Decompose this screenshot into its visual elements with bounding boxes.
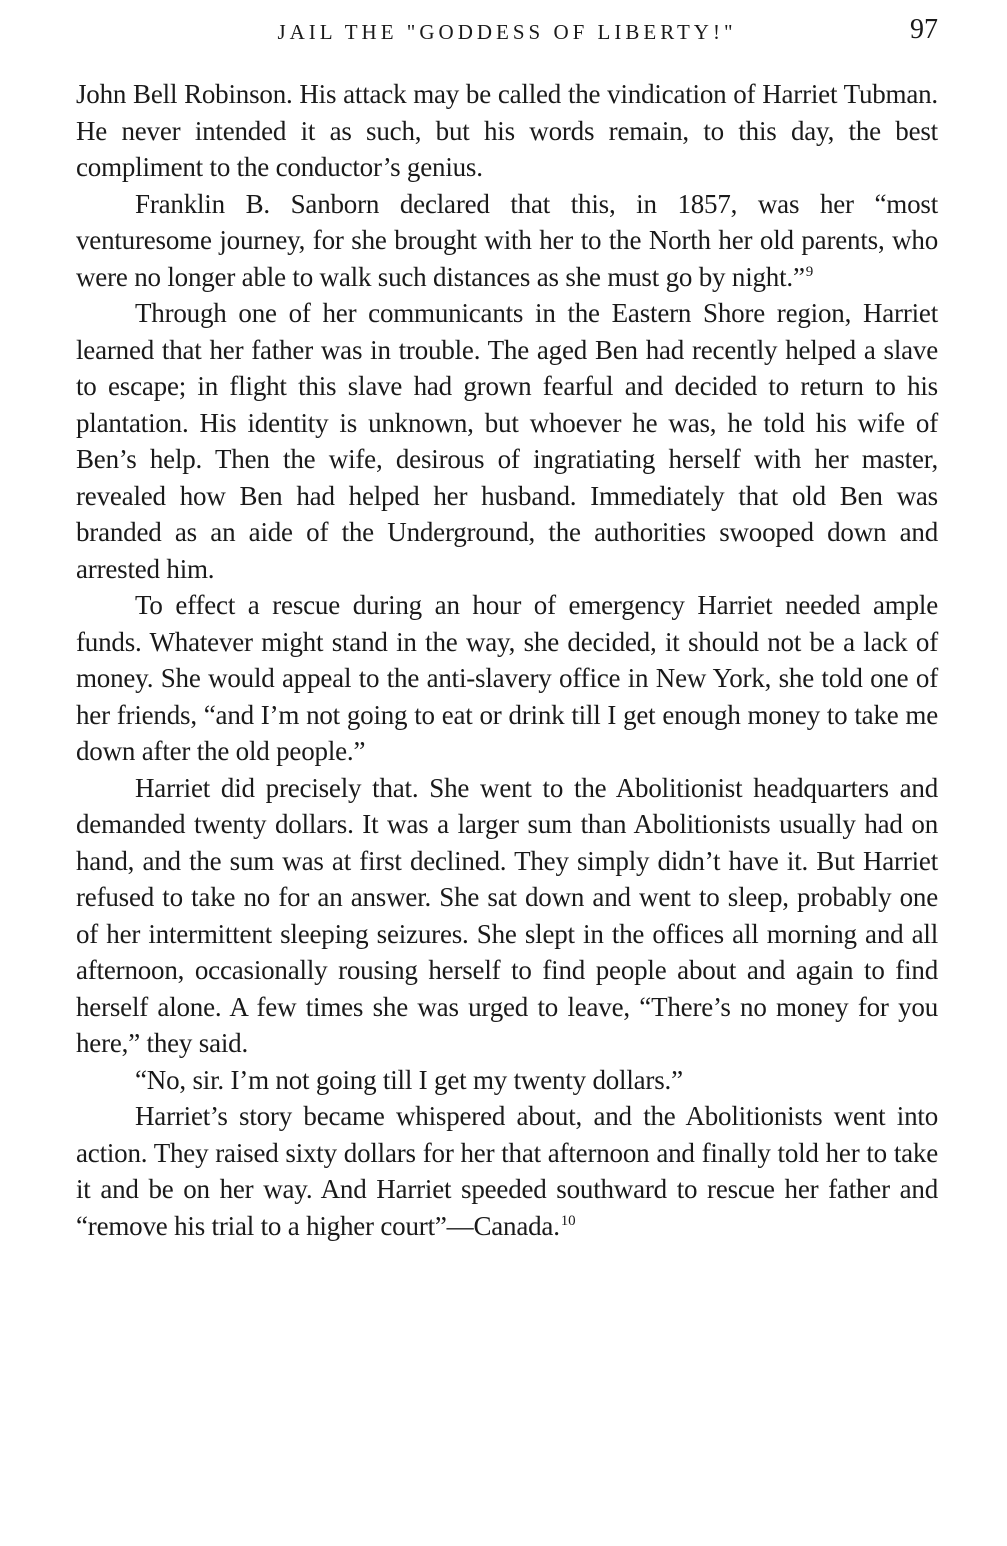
paragraph-text: “No, sir. I’m not going till I get my twenty dollars.” [135, 1064, 683, 1095]
running-title: JAIL THE "GODDESS OF LIBERTY!" [277, 20, 737, 44]
body-text [76, 76, 938, 1244]
paragraph-text: Franklin B. Sanborn declared that this, in 1857, was her “most venturesome journey, for she brought with her to the North her old parents, who were no longer able to walk such distances as she must go by night.” [76, 188, 938, 292]
paragraph-text: To effect a rescue during an hour of emergency Harriet needed ample funds. Whatever might stand in the way, she decided, it should not be a lack of money. She would appeal to the anti-slavery office in New York, she told one of her friends, “and I’m not going to eat or drink till I get enough money to take me down after the old people.” [76, 590, 938, 766]
paragraph-text: Through one of her communicants in the Eastern Shore region, Harriet learned that her father was in trouble. The aged Ben had recently helped a slave to escape; in flight this slave had grown fearful and decided to return to his plantation. His identity is unknown, but whoever he was, he told his wife of Ben’s help. Then the wife, desirous of ingratiating herself with her master, revealed how Ben had helped her husband. Immediately that old Ben was branded as an aide of the Underground, the authorities swooped down and arrested him. [76, 298, 938, 584]
paragraph [76, 770, 938, 1062]
paragraph-text: Harriet’s story became whispered about, and the Abolitionists went into action. They raised sixty dollars for her that afternoon and finally told her to take it and be on her way. And Harriet speeded southward to rescue her father and “remove his trial to a higher court”—Canada. [76, 1101, 938, 1241]
footnote-ref: 10 [560, 1212, 576, 1229]
paragraph [76, 1062, 938, 1099]
paragraph [76, 1098, 938, 1244]
paragraph-text: John Bell Robinson. His attack may be called the vindication of Harriet Tubman. He never intended it as such, but his words remain, to this day, the best compliment to the conductor’s genius. [76, 79, 938, 182]
paragraph [76, 295, 938, 587]
page-number: 97 [910, 14, 938, 45]
running-head [76, 14, 938, 54]
paragraph [76, 186, 938, 296]
paragraph [76, 587, 938, 770]
paragraph-text: Harriet did precisely that. She went to the Abolitionist headquarters and demanded twenty dollars. It was a larger sum than Abolitionists usually had on hand, and the sum was at first declined. They simply didn’t have it. But Harriet refused to take no for an answer. She sat down and went to sleep, probably one of her intermittent sleeping seizures. She slept in the offices all morning and all afternoon, occasionally rousing herself to find people about and again to find herself alone. A few times she was urged to leave, “There’s no money for you here,” they said. [76, 772, 938, 1058]
paragraph [76, 76, 938, 186]
footnote-ref: 9 [805, 263, 814, 280]
